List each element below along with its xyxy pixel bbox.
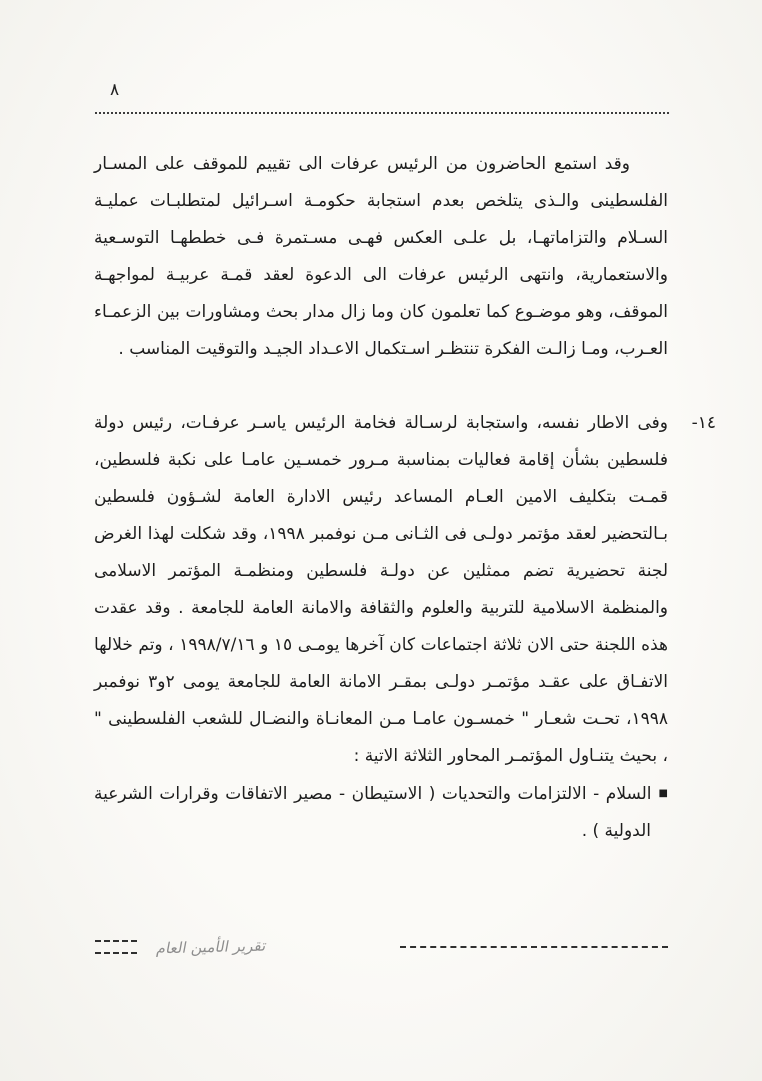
list-item-14 [94,405,716,775]
square-bullet-icon: ■ [658,788,668,799]
bullet-text: السلام - الالتزامات والتحديات ( الاستيطان - مصير الاتفاقات وقرارات الشرعية الدولية ) . [94,784,652,841]
bullet-list-item [94,775,668,850]
page-footer [95,938,668,956]
page-number: ٨ [110,80,120,100]
document-body [94,146,716,850]
footer-handwritten-note: تقرير الأمين العام [155,936,269,958]
item-14-text: وفى الاطار نفسه، واستجابة لرسـالة فخامة الرئيس ياسـر عرفـات، رئيس دولة فلسطين بشأن إقامة فعاليات بمناسبة مـرور خمسـين عامـا على نكبة فلسطين، قمـت بتكليف الامين العـام المساعد رئيس الادارة العامة لشـؤون فلسطين بـالتحضير لعقد مؤتمر دولـى فى الثـانى مـن نوفمبر ١٩٩٨، وقد شكلت لهذا الغرض لجنة تحضيرية تضم ممثلين عن دولـة فلسطين ومنظمـة المؤتمر الاسلامى والمنظمة الاسلامية للتربية والعلوم والثقافة والامانة العامة للجامعة . وقد عقدت هذه اللجنة حتى الان ثلاثة اجتماعات كان آخرها يومـى ١٥ و ١٩٩٨/٧/١٦ ، وتم خلالها الاتفـاق على عقـد مؤتمـر دولـى بمقـر الامانة العامة للجامعة يومى ٢و٣ نوفمبر ١٩٩٨، تحـت شعـار " خمسـون عامـا مـن المعانـاة والنضـال للشعب الفلسطينى " ، بحيث يتنـاول المؤتمـر المحاور الثلاثة الاتية : [94,413,668,766]
intro-paragraph: وقد استمع الحاضرون من الرئيس عرفات الى تقييم للموقف على المسـار الفلسطينى والـذى يتلخص بعدم استجابة حكومـة اسـرائيل لمتطلبـات عمليـة السـلام والتزاماتهـا، بل علـى العكس فهـى مسـتمرة فـى خططهـا التوسـعية والاستعمارية، وانتهى الرئيس عرفات الى الدعوة لعقد قمـة عربيـة لمواجهـة الموقف، وهو موضـوع كما تعلمون كان وما زال مدار بحث ومشاورات بين الزعمـاء العـرب، ومـا زالـت الفكرة تنتظـر اسـتكمال الاعـداد الجيـد والتوقيت المناسب . [94,154,668,359]
footer-rule-right [400,946,668,948]
item-number-marker: ١٤- [691,413,716,433]
footer-rule-left [95,940,137,954]
header-dotted-rule [95,112,669,114]
